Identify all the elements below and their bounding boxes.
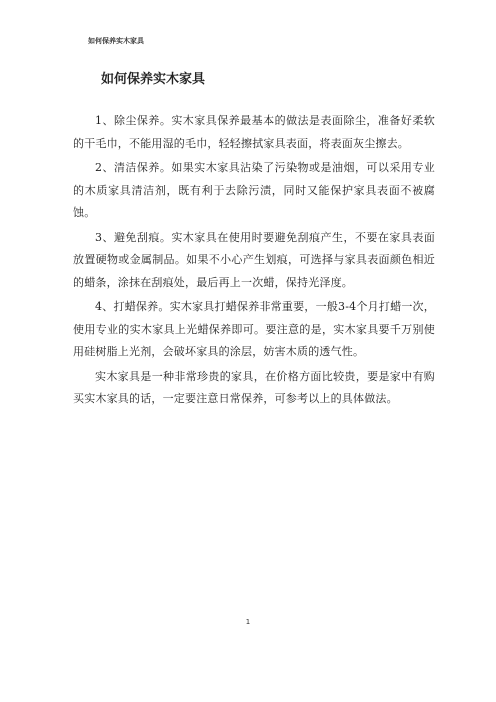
running-header: 如何保养实木家具 [88,37,144,45]
page-number: 1 [245,618,251,626]
paragraph-waxing: 4、打蜡保养。实木家具打蜡保养非常重要，一般3-4个月打蜡一次，使用专业的实木家具上光蜡保养即可。要注意的是，实木家具要千万别使用硅树脂上光剂，会破坏家具的涂层，妨害木质的透气性。 [73,300,435,358]
page-title: 如何保养实木家具 [101,72,206,87]
document-body [73,110,435,413]
paragraph-dusting: 1、除尘保养。实木家具保养最基本的做法是表面除尘，准备好柔软的干毛巾，不能用湿的毛巾，轻轻擦拭家具表面，将表面灰尘擦去。 [73,114,435,150]
paragraph-summary: 实木家具是一种非常珍贵的家具，在价格方面比较贵，要是家中有购买实木家具的话，一定要注意日常保养，可参考以上的具体做法。 [73,369,435,405]
paragraph-scratches: 3、避免刮痕。实木家具在使用时要避免刮痕产生，不要在家具表面放置硬物或金属制品。如果不小心产生划痕，可选择与家具表面颜色相近的蜡条，涂抹在刮痕处，最后再上一次蜡，保持光泽度。 [73,230,435,289]
paragraph-cleaning: 2、清洁保养。如果实木家具沾染了污染物或是油烟，可以采用专业的木质家具清洁剂，既有利于去除污渍，同时又能保护家具表面不被腐蚀。 [73,161,435,219]
